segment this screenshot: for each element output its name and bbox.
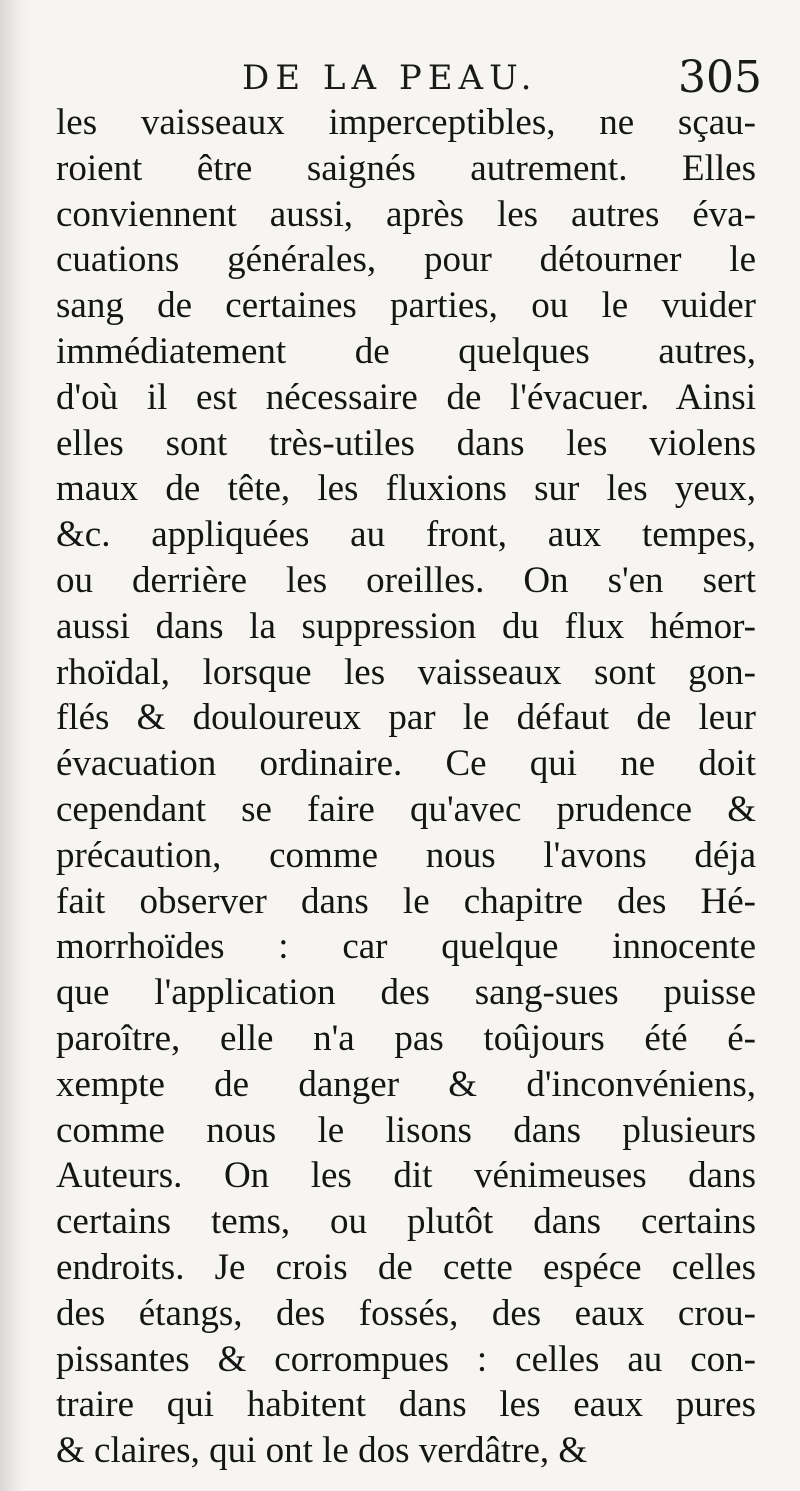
text-line: morrhoïdes : car quelque innocente bbox=[56, 926, 756, 968]
text-line: roient être saignés autrement. Elles bbox=[56, 147, 756, 189]
text-line: fait observer dans le chapitre des Hé- bbox=[56, 880, 756, 922]
text-line: flés & douloureux par le défaut de leur bbox=[56, 697, 756, 739]
text-line: Auteurs. On les dit vénimeuses dans bbox=[56, 1155, 756, 1197]
text-line: ou derrière les oreilles. On s'en sert bbox=[56, 559, 756, 601]
page-gutter-shadow bbox=[0, 0, 30, 1491]
page-header bbox=[0, 52, 800, 102]
text-line: comme nous le lisons dans plusieurs bbox=[56, 1109, 756, 1151]
text-line: elles sont très-utiles dans les violens bbox=[56, 422, 756, 464]
text-line: traire qui habitent dans les eaux pures bbox=[56, 1384, 756, 1426]
running-head: DE LA PEAU. bbox=[242, 58, 538, 98]
text-line: maux de tête, les fluxions sur les yeux, bbox=[56, 468, 756, 510]
text-line: immédiatement de quelques autres, bbox=[56, 330, 756, 372]
text-line: &c. appliquées au front, aux tempes, bbox=[56, 514, 756, 556]
text-line: cuations générales, pour détourner le bbox=[56, 239, 756, 281]
text-line: conviennent aussi, après les autres éva- bbox=[56, 193, 756, 235]
text-line: les vaisseaux imperceptibles, ne sçau- bbox=[56, 102, 756, 143]
text-line: cependant se faire qu'avec prudence & bbox=[56, 788, 756, 830]
text-line: pissantes & corrompues : celles au con- bbox=[56, 1338, 756, 1380]
body-text bbox=[56, 100, 756, 1474]
text-line: xempte de danger & d'inconvéniens, bbox=[56, 1063, 756, 1105]
text-line: rhoïdal, lorsque les vaisseaux sont gon- bbox=[56, 651, 756, 693]
text-line: paroître, elle n'a pas toûjours été é- bbox=[56, 1017, 756, 1059]
text-line: des étangs, des fossés, des eaux crou- bbox=[56, 1292, 756, 1334]
text-line: certains tems, ou plutôt dans certains bbox=[56, 1201, 756, 1243]
text-line: que l'application des sang-sues puisse bbox=[56, 972, 756, 1014]
text-line: sang de certaines parties, ou le vuider bbox=[56, 285, 756, 327]
text-line: aussi dans la suppression du flux hémor- bbox=[56, 605, 756, 647]
page-number: 305 bbox=[678, 52, 762, 103]
text-line: évacuation ordinaire. Ce qui ne doit bbox=[56, 743, 756, 785]
text-line: précaution, comme nous l'avons déja bbox=[56, 834, 756, 876]
text-line: endroits. Je crois de cette espéce celles bbox=[56, 1246, 756, 1288]
text-line: & claires, qui ont le dos verdâtre, & bbox=[56, 1430, 588, 1472]
text-line: d'où il est nécessaire de l'évacuer. Ainsi bbox=[56, 376, 756, 418]
